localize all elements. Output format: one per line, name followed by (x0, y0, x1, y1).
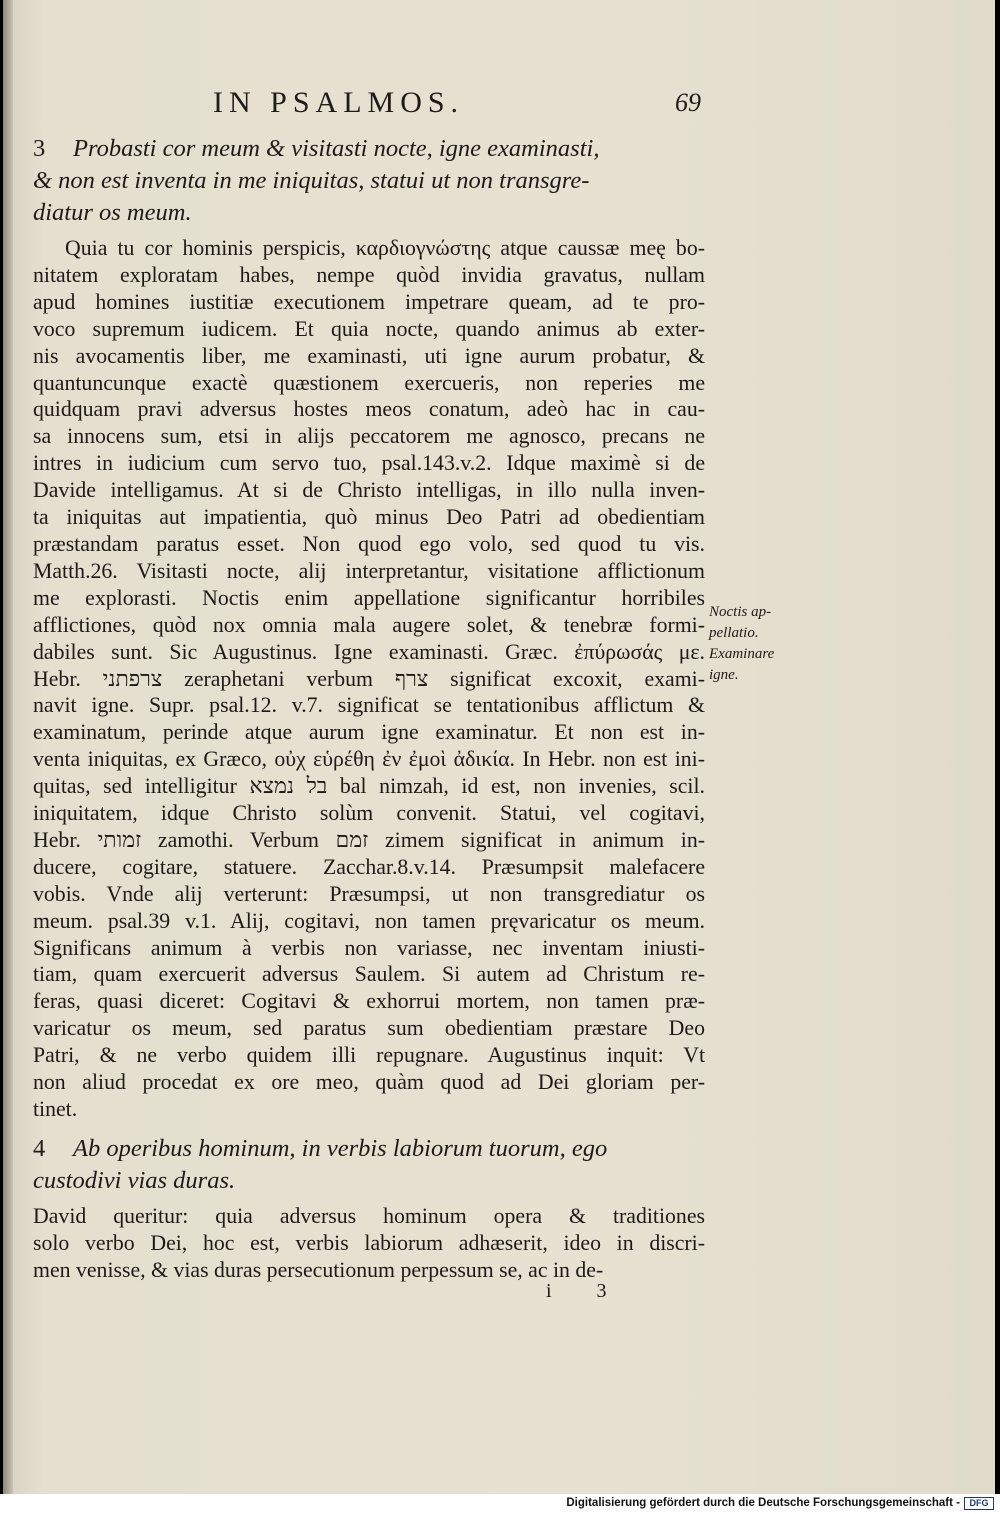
commentary-line: nis avocamentis liber, me examinasti, uti igne aurum probatur, & (33, 343, 705, 368)
commentary-line: intres in iudicium cum servo tuo, psal.143.v.2. Idque maximè si de (33, 451, 705, 476)
commentary-line: venta iniquitas, ex Græco, οὐχ εὑρέθη ἐν ἐμοὶ ἀδικία. In Hebr. non est ini- (33, 747, 705, 772)
commentary-paragraph (33, 235, 705, 1123)
commentary-line: Patri, & ne verbo quidem illi repugnare. Augustinus inquit: Vt (33, 1043, 705, 1068)
commentary-line: Matth.26. Visitasti nocte, alij interpretantur, visitatione afflictionum (33, 558, 705, 583)
commentary-line: quidquam pravi adversus hostes meos conatum, adeò hac in cau- (33, 397, 705, 422)
commentary-line: quitas, sed intelligitur בל נמצא bal nimzah, id est, non invenies, scil. (33, 774, 705, 799)
page-header (3, 86, 995, 126)
verse-number: 3 (33, 135, 46, 162)
commentary-line: apud homines iustitiæ executionem impetrare queam, ad te pro- (33, 289, 705, 314)
footer-bar (0, 1494, 1000, 1514)
dfg-logo-icon: DFG (964, 1497, 994, 1510)
page-number: 69 (675, 88, 701, 117)
marginal-note-line: Examinare (709, 646, 775, 662)
verse-4 (33, 1133, 705, 1197)
commentary-line: solo verbo Dei, hoc est, verbis labiorum adhæserit, ideo in discri- (33, 1230, 705, 1255)
commentary-line: non aliud procedat ex ore meo, quàm quod ad Dei gloriam per- (33, 1070, 705, 1095)
commentary-line: afflictiones, quòd nox omnia mala augere solet, & tenebræ formi- (33, 612, 705, 637)
verse-line: Ab operibus hominum, in verbis labiorum tuorum, ego (73, 1134, 608, 1162)
funding-credit: Digitalisierung gefördert durch die Deutsche Forschungsgemeinschaft - (566, 1497, 960, 1509)
commentary-line: quantuncunque exactè quæstionem exercueris, non reperies me (33, 370, 705, 395)
commentary-line: nitatem exploratam habes, nempe quòd invidia gravatus, nullam (33, 262, 705, 287)
running-head: IN PSALMOS. (213, 86, 465, 119)
verse-line: Probasti cor meum & visitasti nocte, igne examinasti, (73, 135, 600, 162)
commentary-line: Davide intelligamus. At si de Christo intelligas, in illo nulla inven- (33, 478, 705, 503)
verse-line: & non est inventa in me iniquitas, statui ut non transgre- (33, 167, 590, 194)
commentary-line: varicatur os meum, sed paratus sum obedientiam præstare Deo (33, 1016, 705, 1041)
commentary-line: voco supremum iudicem. Et quia nocte, quando animus ab exter- (33, 316, 705, 341)
commentary-line: præstandam paratus esset. Non quod ego volo, sed quod tu vis. (33, 531, 705, 556)
commentary-line: Quia tu cor hominis perspicis, καρδιογνώστης atque caussæ meę bo- (65, 236, 705, 260)
commentary-line: iniquitatem, idque Christo solùm convenit. Statui, vel cogitavi, (33, 801, 705, 826)
marginal-note (709, 602, 809, 686)
commentary-line: me explorasti. Noctis enim appellatione significantur horribiles (33, 585, 705, 610)
verse-line: custodivi vias duras. (33, 1166, 236, 1194)
commentary-paragraph (33, 1203, 705, 1284)
commentary-line: Significans animum à verbis non variasse, nec inventam iniusti- (33, 935, 705, 960)
commentary-line: tinet. (33, 1097, 78, 1121)
book-page (3, 0, 995, 1494)
verse-number: 4 (33, 1134, 46, 1162)
commentary-line: examinatum, perinde atque aurum igne examinatur. Et non est in- (33, 720, 705, 745)
commentary-line: Hebr. צרפתני zeraphetani verbum צרף significat excoxit, exami- (33, 666, 705, 691)
main-text (33, 133, 705, 1284)
marginal-note-line: Noctis ap- (709, 604, 772, 620)
marginal-note-line: igne. (709, 667, 739, 683)
commentary-line: sa innocens sum, etsi in alijs peccatorem me agnosco, precans ne (33, 424, 705, 449)
commentary-line: navit igne. Supr. psal.12. v.7. significat se tentationibus afflictum & (33, 693, 705, 718)
commentary-line: feras, quasi diceret: Cogitavi & exhorrui mortem, non tamen præ- (33, 989, 705, 1014)
catchword: i 3 (546, 1280, 627, 1302)
commentary-line: vobis. Vnde alij verterunt: Præsumpsi, ut non transgrediatur os (33, 881, 705, 906)
verse-3 (33, 133, 705, 229)
commentary-line: Hebr. זמותי zamothi. Verbum זמם zimem significat in animum in- (33, 827, 705, 852)
commentary-line: ta iniquitas aut impatientia, quò minus Deo Patri ad obedientiam (33, 505, 705, 530)
commentary-line: meum. psal.39 v.1. Alij, cogitavi, non tamen pręvaricatur os meum. (33, 908, 705, 933)
commentary-line: ducere, cogitare, statuere. Zacchar.8.v.14. Præsumpsit malefacere (33, 854, 705, 879)
commentary-line: men venisse, & vias duras persecutionum perpessum se, ac in de- (33, 1257, 604, 1282)
marginal-note-line: pellatio. (709, 625, 759, 641)
commentary-line: David queritur: quia adversus hominum opera & traditiones (33, 1203, 705, 1228)
commentary-line: tiam, quam exercuerit adversus Saulem. Si autem ad Christum re- (33, 962, 705, 987)
verse-line: diatur os meum. (33, 199, 192, 226)
commentary-line: dabiles sunt. Sic Augustinus. Igne examinasti. Græc. ἐπύρωσάς με. (33, 639, 705, 664)
